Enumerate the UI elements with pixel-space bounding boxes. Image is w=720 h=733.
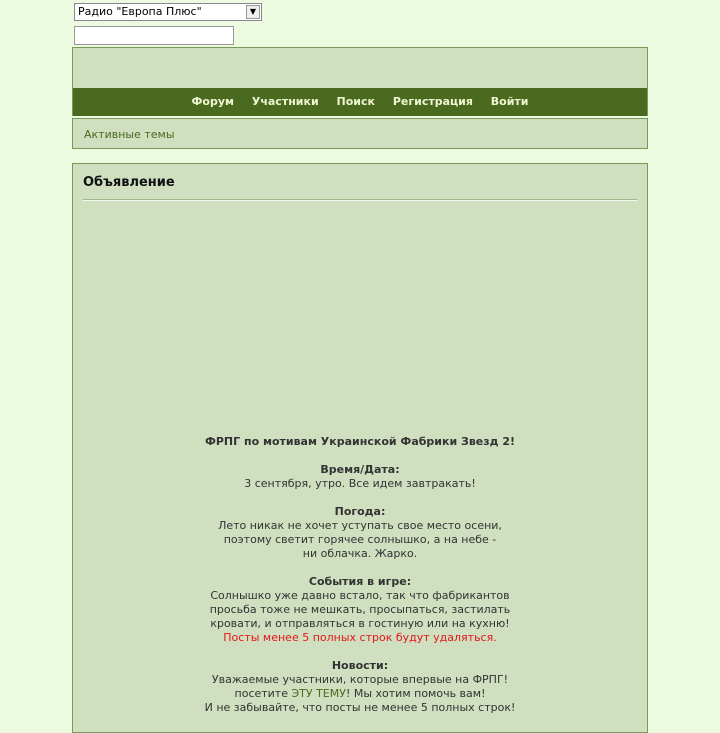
weather-line: поэтому светит горячее солнышко, а на небе - [223,533,497,546]
nav-members-link[interactable]: Участники [251,95,319,108]
events-label: События в игре: [308,575,412,588]
time-label: Время/Дата: [320,463,400,476]
nav-search-link[interactable]: Поиск [336,95,375,108]
weather-line: Лето никак не хочет уступать свое место осени, [218,519,502,532]
text-input[interactable] [74,26,234,45]
news-label: Новости: [331,659,389,672]
this-topic-link[interactable]: ЭТУ ТЕМУ [291,687,346,700]
active-topics-bar [72,118,648,149]
main-navigation [73,88,647,116]
forum-header [72,47,648,116]
announcement-content [73,435,647,715]
weather-line: ни облачка. Жарко. [302,547,418,560]
announcement-heading: ФРПГ по мотивам Украинской Фабрики Звезд 2! [204,435,516,448]
events-line: кровати, и отправляться в гостиную или на кухню! [210,617,510,630]
nav-register-link[interactable]: Регистрация [392,95,473,108]
news-line: И не забывайте, что посты не менее 5 полных строк! [204,701,516,714]
time-text: 3 сентября, утро. Все идем завтракать! [244,477,476,490]
events-line: просьба тоже не мешкать, просыпаться, застилать [209,603,511,616]
weather-label: Погода: [334,505,386,518]
active-topics-link[interactable]: Активные темы [84,128,175,141]
news-line-text: ! Мы хотим помочь вам! [345,687,486,700]
announcement-panel [72,163,648,733]
radio-station-value: Радио "Европа Плюс" [78,5,202,18]
chevron-down-icon[interactable]: ▼ [246,5,260,19]
news-line-text: посетите [234,687,292,700]
nav-login-link[interactable]: Войти [490,95,529,108]
events-warning: Посты менее 5 полных строк будут удаляться. [223,631,497,644]
nav-forum-link[interactable]: Форум [191,95,234,108]
events-line: Солнышко уже давно встало, так что фабрикантов [210,589,510,602]
news-line [73,687,647,701]
news-line: Уважаемые участники, которые впервые на ФРПГ! [211,673,509,686]
announcement-title: Объявление [83,175,175,190]
radio-station-select[interactable] [74,3,262,21]
divider [83,199,637,201]
